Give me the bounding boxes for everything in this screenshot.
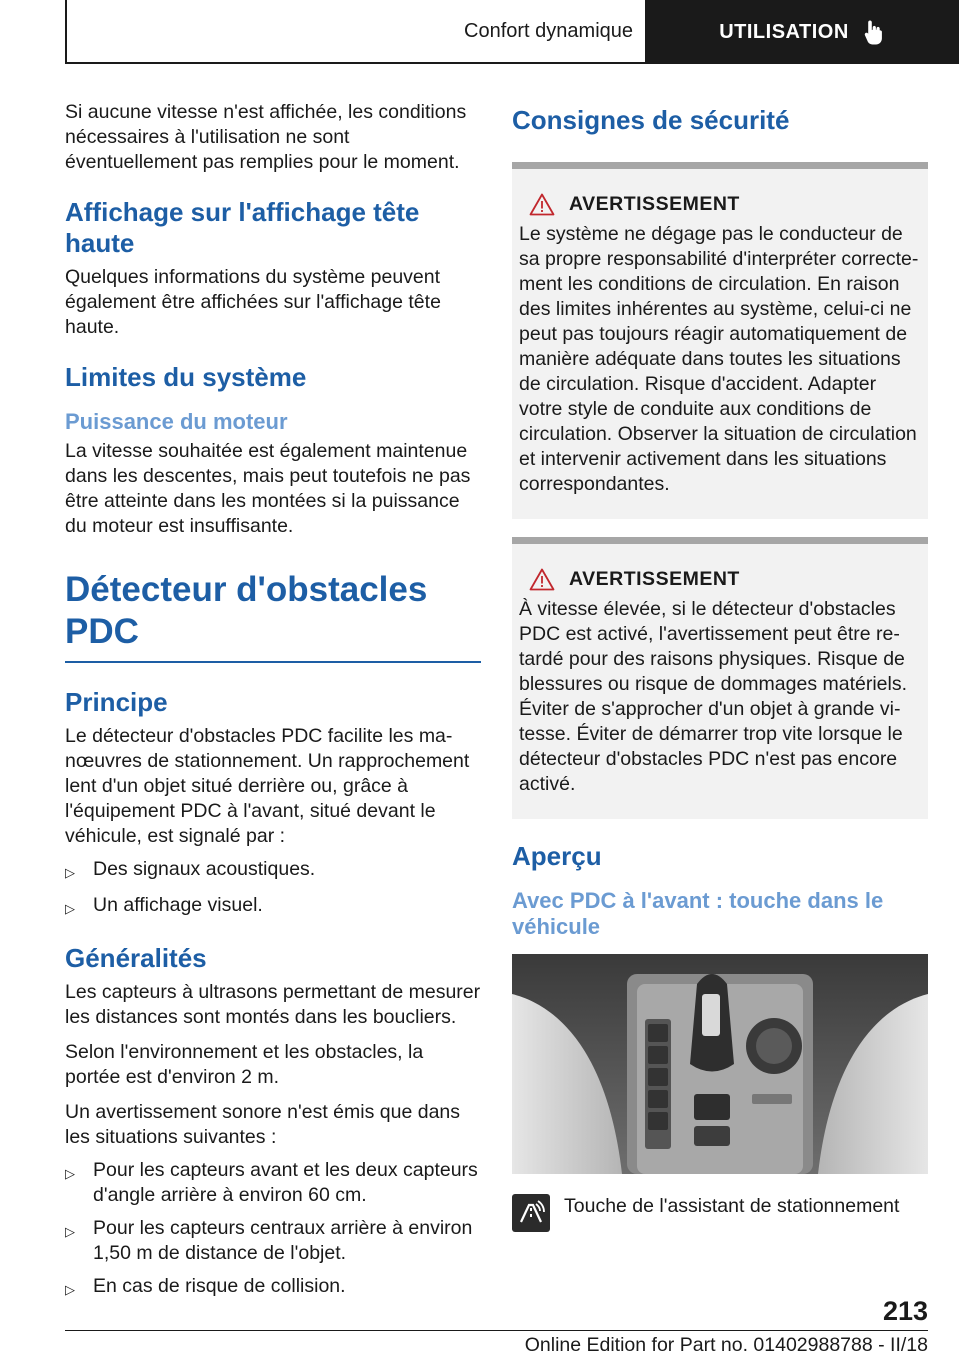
front-pdc-heading: Avec PDC à l'avant : touche dans le véhicule (512, 888, 884, 939)
engine-heading: Puissance du moteur (65, 409, 288, 434)
warning-label: AVERTISSEMENT (569, 193, 740, 215)
left-column (65, 100, 481, 1310)
warning-header (519, 568, 921, 591)
section-tab: Confort dynamique (65, 0, 647, 64)
triangle-bullet-icon: ▷ (65, 901, 75, 916)
hud-heading: Affichage sur l'affichage tête haute (65, 197, 420, 258)
triangle-bullet-icon: ▷ (65, 865, 75, 880)
hud-paragraph: Quelques informations du système peuvent également être affichées sur l'affichage tête haute. (65, 266, 441, 338)
pdc-heading: Détecteur d'obstacles PDC (65, 569, 481, 663)
signals-list (65, 857, 481, 921)
caption-text: Touche de l'assistant de stationnement (564, 1195, 900, 1217)
chapter-label: UTILISATION (719, 20, 849, 43)
list-item: ▷ Pour les capteurs centraux arrière à environ 1,50 m de distance de l'objet. (65, 1217, 473, 1264)
page-number: 213 (882, 1296, 928, 1326)
general-paragraph-1: Les capteurs à ultrasons permettant de mesurer les distances sont montés dans les boucliers. (65, 981, 481, 1028)
center-console-photo (512, 954, 928, 1174)
intro-paragraph: Si aucune vitesse n'est affichée, les conditions nécessaires à l'utilisation ne sont éventuellement pas remplies pour le moment. (65, 101, 467, 173)
list-item: ▷ Pour les capteurs avant et les deux capteurs d'angle arrière à environ 60 cm. (65, 1159, 478, 1206)
chapter-tab (647, 0, 959, 64)
overview-heading: Aperçu (512, 841, 602, 871)
principle-paragraph: Le détecteur d'obstacles PDC facilite les manœuvres de stationnement. Un rapprochement lent d'un objet situé derrière ou, grâce à l'équipement PDC à l'avant, situé devant le véhicule, est signalé par : (65, 725, 470, 847)
footer-edition: Online Edition for Part no. 01402988788 - II/18 (524, 1334, 928, 1356)
general-paragraph-2: Selon l'environnement et les obstacles, la portée est d'environ 2 m. (65, 1041, 424, 1088)
triangle-bullet-icon: ▷ (65, 1224, 75, 1239)
right-column (512, 100, 928, 1232)
warning-text: À vitesse élevée, si le détecteur d'obstacles PDC est activé, l'avertissement peut être retardé pour des raisons physiques. Risque de blessures ou risque de dommages matériels. Éviter de s'approcher d'un objet à grande vitesse. Éviter de démarrer trop vite lorsque le détecteur d'obstacles PDC n'est pas encore activé. (519, 598, 908, 795)
triangle-bullet-icon: ▷ (65, 1282, 75, 1297)
warning-box (512, 537, 928, 819)
list-item: ▷ En cas de risque de collision. (65, 1274, 481, 1302)
warning-triangle-icon (529, 193, 555, 216)
footer-divider (65, 1330, 928, 1331)
general-heading: Généralités (65, 943, 207, 973)
triangle-bullet-icon: ▷ (65, 1166, 75, 1181)
general-paragraph-3: Un avertissement sonore n'est émis que dans les situations suivantes : (65, 1101, 461, 1148)
safety-heading: Consignes de sécurité (512, 105, 790, 135)
warning-text: Le système ne dégage pas le conducteur de sa propre responsabilité d'interpréter correctement les conditions de circulation. En raison des limites inhérentes au système, celui-ci ne peut pas toujours réagir automatiquement de manière adéquate dans toutes les situations de circulation. Risque d'accident. Adapter votre style de conduite aux conditions de circulation. Observer la situation de circulation et intervenir activement dans les situations correspondantes. (519, 223, 919, 495)
warning-box (512, 162, 928, 519)
warning-header (519, 193, 921, 216)
photo-caption (512, 1194, 928, 1232)
list-item: ▷ Un affichage visuel. (65, 893, 481, 921)
warning-triangle-icon (529, 568, 555, 591)
header-bar (65, 0, 959, 64)
parking-assistant-icon (512, 1194, 550, 1232)
list-item: ▷ Des signaux acoustiques. (65, 857, 481, 885)
hand-pointer-icon (863, 19, 887, 45)
situations-list (65, 1158, 481, 1302)
principle-heading: Principe (65, 687, 168, 717)
limits-heading: Limites du système (65, 362, 307, 392)
engine-paragraph: La vitesse souhaitée est également maintenue dans les descentes, mais peut toutefois ne pas être atteinte dans les montées si la puissance du moteur est insuffisante. (65, 440, 471, 537)
warning-label: AVERTISSEMENT (569, 568, 740, 590)
